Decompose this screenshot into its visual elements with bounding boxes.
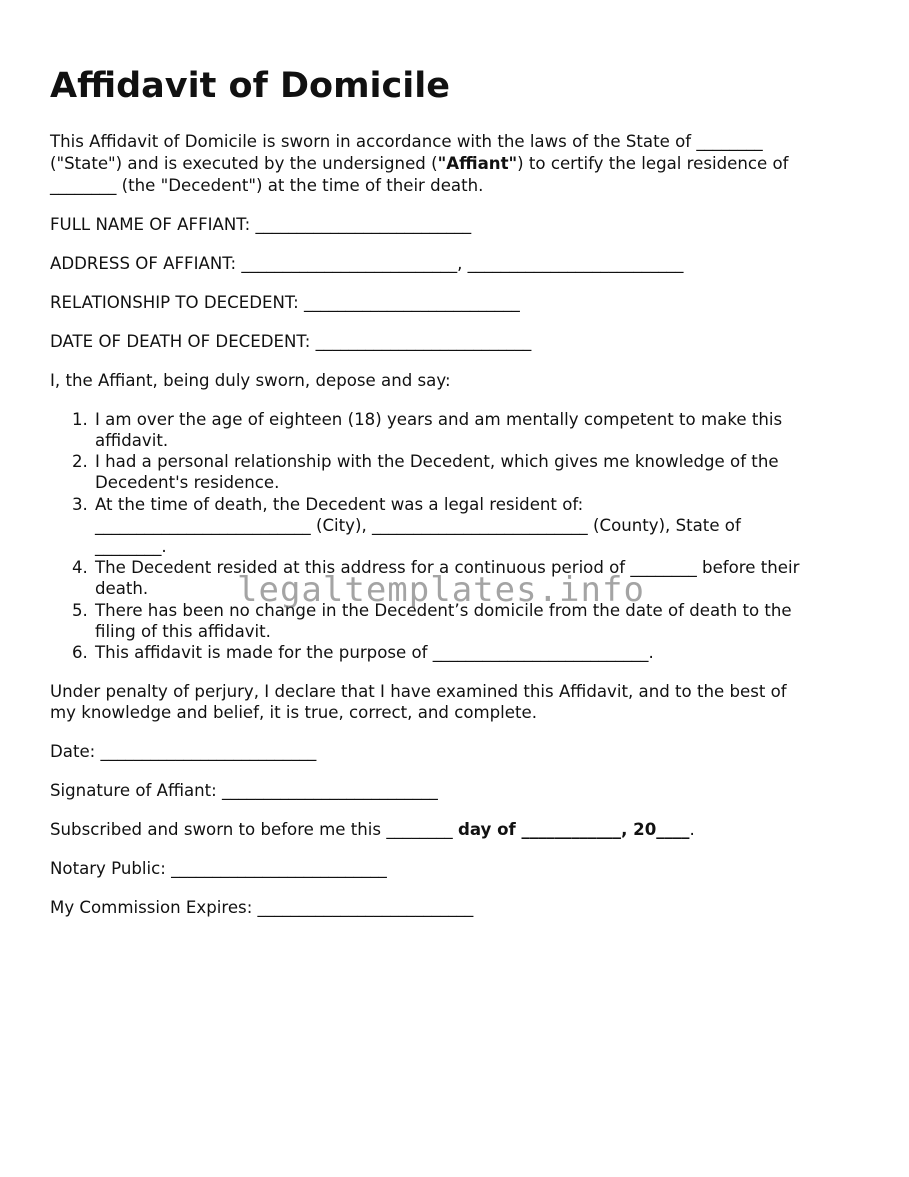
list-item: There has been no change in the Decedent’s domicile from the date of death to the bbox=[95, 601, 792, 620]
list-item: At the time of death, the Decedent was a legal resident of: bbox=[95, 495, 584, 514]
list-item: The Decedent resided at this address for a continuous period of ________ before their bbox=[95, 558, 800, 577]
list-item-continuation: __________________________ (City), __________________________ (County), State of bbox=[95, 516, 741, 535]
document-title: Affidavit of Domicile bbox=[50, 66, 451, 106]
signature-line: Signature of Affiant: __________________________ bbox=[50, 781, 438, 800]
full-name-field: FULL NAME OF AFFIANT: __________________________ bbox=[50, 215, 472, 234]
intro-line-3: ________ (the "Decedent") at the time of their death. bbox=[50, 176, 484, 195]
intro-line-2-a: ("State") and is executed by the undersigned ( bbox=[50, 154, 438, 173]
watermark: legaltemplates.info bbox=[237, 570, 645, 610]
list-item: I had a personal relationship with the Decedent, which gives me knowledge of the bbox=[95, 452, 779, 471]
list-item-number: 2. bbox=[72, 452, 88, 471]
list-item-number: 1. bbox=[72, 410, 88, 429]
list-item-continuation: Decedent's residence. bbox=[95, 473, 280, 492]
list-item-continuation: affidavit. bbox=[95, 431, 169, 450]
date-of-death-field: DATE OF DEATH OF DECEDENT: __________________________ bbox=[50, 332, 532, 351]
subscribed-date-blank: day of ____________, 20____ bbox=[457, 820, 690, 839]
subscribed-text: Subscribed and sworn to before me this ________ bbox=[50, 820, 458, 839]
perjury-line-2: my knowledge and belief, it is true, correct, and complete. bbox=[50, 703, 537, 722]
list-item-number: 3. bbox=[72, 495, 88, 514]
subscribed-period: . bbox=[689, 820, 695, 839]
list-item-continuation: filing of this affidavit. bbox=[95, 622, 271, 641]
commission-line: My Commission Expires: __________________________ bbox=[50, 898, 474, 917]
list-item: This affidavit is made for the purpose of __________________________. bbox=[95, 643, 654, 662]
perjury-line-1: Under penalty of perjury, I declare that I have examined this Affidavit, and to the best of bbox=[50, 682, 787, 701]
list-item-continuation: death. bbox=[95, 579, 149, 598]
list-item-number: 6. bbox=[72, 643, 88, 662]
list-item-number: 5. bbox=[72, 601, 88, 620]
intro-line-1: This Affidavit of Domicile is sworn in accordance with the laws of the State of ________ bbox=[50, 132, 763, 151]
subscribed-line bbox=[50, 819, 695, 840]
relationship-field: RELATIONSHIP TO DECEDENT: __________________________ bbox=[50, 293, 520, 312]
intro-line-2 bbox=[50, 153, 788, 174]
sworn-intro: I, the Affiant, being duly sworn, depose and say: bbox=[50, 371, 451, 390]
list-item-continuation: ________. bbox=[95, 537, 167, 556]
date-line: Date: __________________________ bbox=[50, 742, 317, 761]
list-item: I am over the age of eighteen (18) years and am mentally competent to make this bbox=[95, 410, 783, 429]
intro-line-2-b: ) to certify the legal residence of bbox=[517, 154, 789, 173]
address-field: ADDRESS OF AFFIANT: __________________________, __________________________ bbox=[50, 254, 684, 273]
affiant-term: "Affiant" bbox=[437, 154, 518, 173]
notary-line: Notary Public: __________________________ bbox=[50, 859, 387, 878]
list-item-number: 4. bbox=[72, 558, 88, 577]
